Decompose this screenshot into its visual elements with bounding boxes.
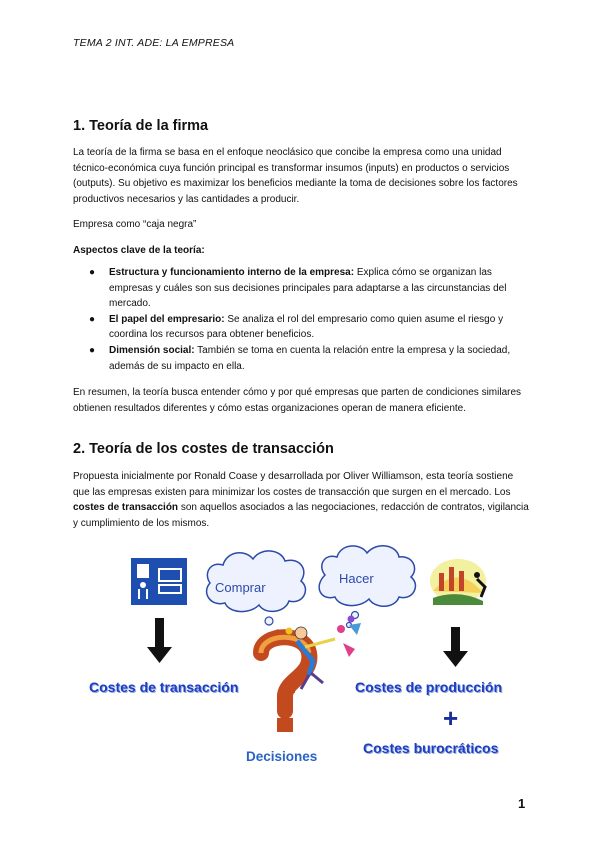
- aspect-bold: Estructura y funcionamiento interno de la empresa:: [109, 267, 355, 278]
- list-item: [73, 265, 533, 312]
- page-header: TEMA 2 INT. ADE: LA EMPRESA: [73, 37, 235, 49]
- cloud-hacer: [319, 546, 415, 628]
- arrow-down-icon: [443, 627, 468, 667]
- aspect-text: Explica cómo se organizan las empresas y cuáles son sus decisiones principales para adaptarse a las circunstancias del mercado.: [109, 267, 507, 310]
- factory-icon: [430, 559, 486, 605]
- section-2-bold: costes de transacción: [73, 502, 179, 514]
- aspect-bold: Dimensión social:: [109, 344, 195, 356]
- section-2-text-a: Propuesta inicialmente por Ronald Coase y desarrollada por Oliver Williamson, esta teoría sostiene que las empresas existen para minimizar los costes de transacción que surgen en el mercado. Los: [73, 471, 514, 498]
- aspect-bold: El papel del empresario:: [109, 313, 225, 325]
- costes-burocraticos-label: Costes burocráticos: [363, 740, 499, 756]
- costes-produccion-label: Costes de producción: [355, 679, 503, 695]
- diagram-graphics: [73, 543, 533, 773]
- costes-transaccion-label: Costes de transacción: [89, 679, 239, 695]
- black-box-line: Empresa como “caja negra”: [73, 219, 197, 230]
- bullet-icon: ●: [89, 344, 96, 356]
- section-2-paragraph: [73, 469, 531, 531]
- decisiones-label: Decisiones: [246, 749, 318, 764]
- bullet-icon: ●: [89, 313, 96, 325]
- list-item: [73, 343, 533, 374]
- bullet-icon: ●: [89, 267, 96, 278]
- aspects-heading: Aspectos clave de la teoría:: [73, 245, 205, 256]
- decision-diagram: [73, 543, 533, 773]
- section-1-title: 1. Teoría de la firma: [73, 118, 209, 134]
- section-1-intro: La teoría de la firma se basa en el enfoque neoclásico que concibe la empresa como una unidad técnico-económica cuya función principal es transformar insumos (inputs) en productos o servicios (outputs). Su objetivo es maximizar los beneficios mediante la toma de decisiones sobre los factores productivos necesarios y las cantidades a producir.: [73, 147, 518, 205]
- store-icon: [131, 558, 187, 605]
- aspect-text: También se toma en cuenta la relación entre la empresa y la sociedad, además de su impacto en ella.: [109, 344, 511, 372]
- page-number: 1: [518, 796, 526, 811]
- section-1-summary: En resumen, la teoría busca entender cómo y por qué empresas que parten de condiciones similares obtienen resultados diferentes y cómo estas organizaciones operan de manera eficiente.: [73, 387, 522, 414]
- plus-icon: +: [443, 703, 459, 733]
- section-2-text-b: son aquellos asociados a las negociaciones, redacción de contratos, vigilancia y cumplimiento de los mismos.: [73, 502, 529, 529]
- arrow-down-icon: [147, 618, 172, 663]
- list-item: [73, 312, 533, 343]
- aspects-list: [73, 265, 533, 374]
- section-2-title: 2. Teoría de los costes de transacción: [73, 441, 334, 457]
- cloud-hacer-label: Hacer: [339, 571, 374, 586]
- cloud-comprar-label: Comprar: [215, 580, 266, 595]
- aspect-text: Se analiza el rol del empresario como quien asume el riesgo y coordina los recursos para obtener beneficios.: [109, 313, 504, 341]
